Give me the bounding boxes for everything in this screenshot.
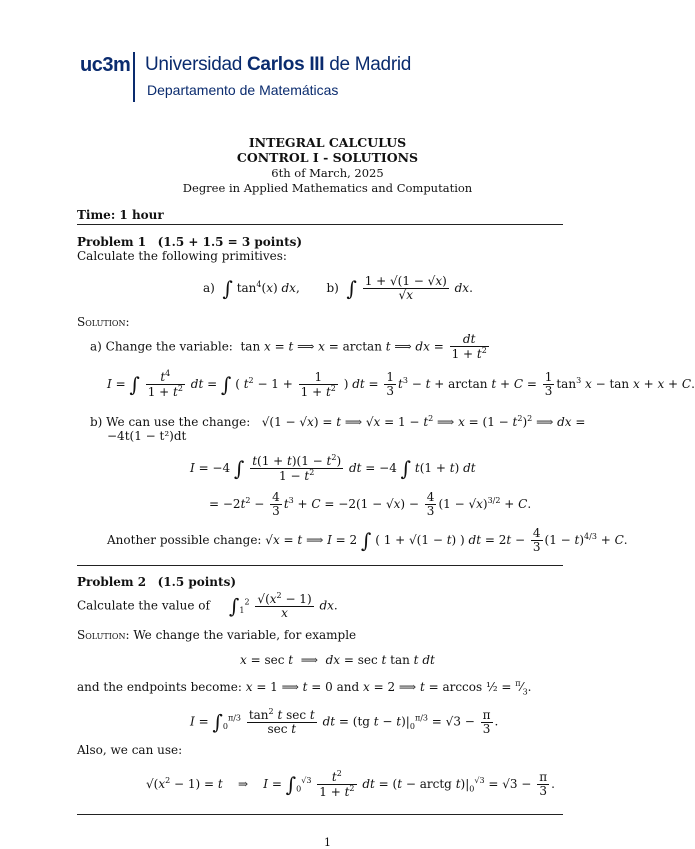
university-name: Universidad Carlos III de Madrid bbox=[145, 54, 412, 75]
divider bbox=[77, 565, 563, 566]
problem2-result2: $√(x^2 - 1) = t$ ⇒ $I = \int_0^{√3}$ $\frac{t^2}{1 + t^2}$ dt = (t − arctg $t)|_0^{√3} = √3$ − $\frac{\pi}{3}$ . bbox=[146, 769, 555, 800]
part-b-line1: I = −4 ∫ $\frac{t(1 + t)(1 - t^2)}{1 - t^2}$ dt = −4 ∫ t(1 + t) dt bbox=[190, 453, 476, 484]
uc3m-logo: uc3m bbox=[80, 54, 131, 76]
problem1-heading: Problem 1 (1.5 + 1.5 = 3 points) bbox=[77, 235, 303, 249]
part-b-line2: = $-2t^2$ − $\frac{4}{3}$ $t^3 + C = -2(1 - √x)$ − $\frac{4}{3}$ $(1 - √x)^{3/2} + C$. bbox=[209, 490, 532, 519]
problem2-statement: Calculate the value of $\int_1^2$ $\frac{√(x^2 - 1)}{x}$ dx. bbox=[77, 591, 338, 621]
problem1-integrals: a) ∫ $\tan^4(x)$ dx, b) ∫ $\frac{1 + √(1 - √x)}{√x}$ dx. bbox=[203, 274, 473, 303]
problem2-endpoints: and the endpoints become: x = 1 ⟹ t = 0 and x = 2 ⟹ t = arccos ½ = $^\pi⁄_3$. bbox=[77, 679, 532, 697]
part-b-alternative: Another possible change: √x = t ⟹ I = 2 ∫ ( 1 + √(1 − t) ) dt = 2t − $\frac{4}{3}$ $(1 - t)^{4/3} + C$. bbox=[107, 526, 628, 555]
time-limit: Time: 1 hour bbox=[77, 208, 164, 222]
department-name: Departamento de Matemáticas bbox=[147, 82, 339, 98]
problem2-solution: Solution: We change the variable, for example bbox=[77, 628, 357, 642]
logo-divider bbox=[133, 52, 135, 102]
problem1-statement: Calculate the following primitives: bbox=[77, 249, 287, 263]
exam-title: CONTROL I - SOLUTIONS bbox=[236, 150, 419, 165]
problem1-solution-label: Solution: bbox=[77, 315, 130, 329]
course-title: INTEGRAL CALCULUS bbox=[248, 135, 407, 150]
part-a-change: a) Change the variable: tan x = t ⟹ x = arctan t ⟹ dx = $\frac{dt}{1 + t^2}$ bbox=[90, 332, 487, 362]
problem2-also: Also, we can use: bbox=[77, 743, 183, 757]
part-b-change-cont: −4t(1 − t²)dt bbox=[107, 429, 187, 443]
problem2-substitution: x = sec t ⟹ dx = sec t tan t dt bbox=[240, 653, 435, 667]
part-b-change: b) We can use the change: √(1 − √x) = t ⟹ $√x = 1 - t^2$ ⟹ $x = (1 - t^2)^2$ ⟹ dx = bbox=[90, 414, 586, 429]
problem2-heading: Problem 2 (1.5 points) bbox=[77, 575, 237, 589]
exam-date: 6th of March, 2025 bbox=[271, 166, 384, 180]
degree-name: Degree in Applied Mathematics and Computation bbox=[182, 181, 473, 195]
part-a-result: I = ∫ $\frac{t^4}{1 + t^2}$ dt = ∫ ( $t^2 - 1$ + $\frac{1}{1 + t^2}$ ) dt = $\frac{1}{3}$ $t^3 - t + \arctan t + C$ = $\frac{1}{3}$ $\tan^3 x - \tan x + x + C$. bbox=[107, 369, 695, 400]
divider bbox=[77, 224, 563, 225]
page-number: 1 bbox=[324, 836, 331, 849]
divider bbox=[77, 814, 563, 815]
problem2-result1: $I = \int_0^{\pi/3}$ $\frac{\tan^2 t \sec t}{\text{sec t}}$ dt = (tg $t - t)|_0^{\pi/3} = √3$ − $\frac{\pi}{3}$ . bbox=[190, 707, 499, 737]
